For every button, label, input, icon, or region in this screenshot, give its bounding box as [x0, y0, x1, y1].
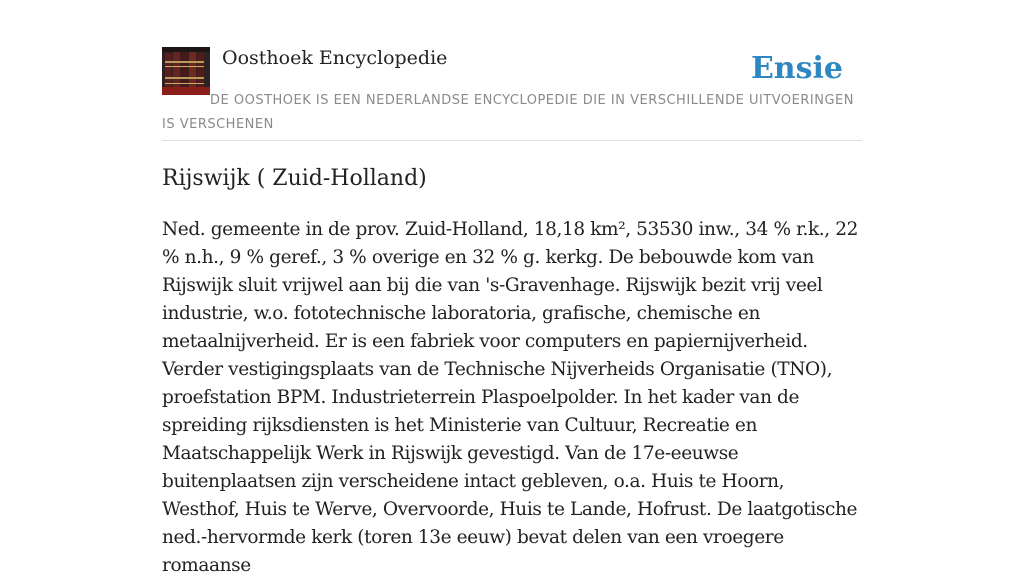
article-title: Rijswijk ( Zuid-Holland) — [162, 166, 427, 191]
source-tagline: DE OOSTHOEK IS EEN NEDERLANDSE ENCYCLOPEDIE DIE IN VERSCHILLENDE UITVOERINGEN IS VERSCHENEN — [162, 93, 854, 132]
book-spines-icon[interactable] — [162, 47, 210, 95]
source-name-link[interactable]: Oosthoek Encyclopedie — [222, 47, 448, 69]
book-spines-graphic — [162, 47, 210, 95]
source-header — [162, 46, 862, 141]
article-body: Ned. gemeente in de prov. Zuid-Holland, 18,18 km², 53530 inw., 34 % r.k., 22 % n.h., 9 % geref., 3 % overige en 32 % g. kerkg. De bebouwde kom van Rijswijk sluit vrijwel aan bij die van 's-Gravenhage. Rijswijk bezit vrij veel industrie, w.o. fototechnische laboratoria, grafische, chemische en metaalnijverheid. Er is een fabriek voor computers en papiernijverheid. Verder vestigingsplaats van de Technische Nijverheids Organisatie (TNO), proefstation BPM. Industrieterrein Plaspoelpolder. In het kader van de spreiding rijksdiensten is het Ministerie van Cultuur, Recreatie en Maatschappelijk Werk in Rijswijk gevestigd. Van de 17e-eeuwse buitenplaatsen zijn verscheidene intact gebleven, o.a. Huis te Hoorn, Westhof, Huis te Werve, Overvoorde, Huis te Lande, Hofrust. De laatgotische ned.-hervormde kerk (toren 13e eeuw) bevat delen van een vroegere romaanse — [162, 219, 858, 576]
ensie-logo-link[interactable]: Ensie — [750, 51, 843, 86]
